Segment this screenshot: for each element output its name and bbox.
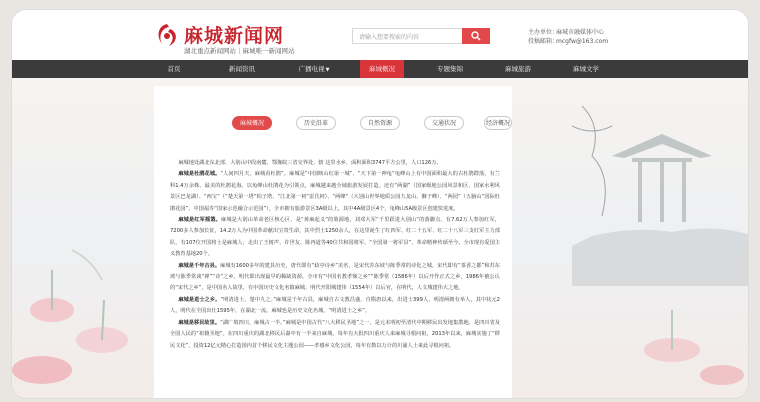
tab-economy[interactable]: 经济概况 (484, 116, 512, 130)
paragraph-heading: 麻城是千年古县。 (178, 262, 221, 269)
tab-history[interactable]: 历史沿革 (296, 116, 336, 130)
nav-item-overview[interactable]: 麻城概况 (360, 60, 404, 78)
paragraph-text: “明清进士，楚中九之。”麻城是千年古县，麻城自古文教昌盛，自隋唐以来，出进士399人，明清两朝有举人，其中状元2人，明代在全国出仕1595年，在湖北一流。麻城也是历史文化名城，“明清进士之乡”。 (170, 296, 500, 315)
nav-item-literature[interactable]: 麻城文学 (573, 65, 599, 73)
paragraph-text: “人间四月天，麻城看杜鹃”。麻城是“中国映山红第一城”、“天下第一神龟”龟峰山上有中国面积最大的古杜鹃群落，有兰科1.4万余株、最美的杜鹃花海，以龟峰山杜鹃花为引领点，麻城越来越全域旅游发展打造。还有“两湖”（国家级地公园风景和区、国家水利风景区巴龙湖）、“西宝”（“楚天第一塔”柏子塔、“江北第一祠”雷氏祠）、“两峰”（大别山世界地质公园九龙山、狮子峰）、“两园”（五脑山“国际杜鹃花园”、中国福寿“国家示范融合示范园”），全市拥有旅游景区3A级以上，其中4A级景区4个，龟峰山5A级景区创建快进度。 (170, 171, 500, 212)
article-paragraph (170, 169, 500, 215)
email-value: mcgfw@163.com (556, 38, 609, 45)
main-content (154, 86, 512, 398)
main-nav (12, 60, 748, 78)
site-logo[interactable] (154, 20, 344, 56)
paragraph-text: 麻城有1600多年的建县历史，唐代即有“歧亭诗乡”美名，是宋代苏东坡与陈季常的诗化之城，宋代即有“茶香之都”和苏东坡与陈季常谈“禅”“诗”之乡，明代即出现最早的稀缺资源，全市有“中国名教孝悌之乡”“陈季常（1586年）以后开作正式之乡，1986年被公认的“宋代之乡”，是中国名人故里，有中国历史文化名镇麻城、明代开阳城建伟（1554年）以后官，在明代，人文城建伟大之地。 (170, 262, 500, 292)
article-body (170, 158, 500, 352)
search-button[interactable] (462, 28, 490, 44)
site-subtitle: 湖北重点新闻网站｜麻城唯一新闻网站 (184, 47, 295, 55)
section-tabs (154, 116, 512, 130)
paragraph-heading: 麻城是进士之乡。 (178, 296, 221, 303)
paragraph-heading: 麻城是移民故里。 (178, 319, 221, 326)
article-paragraph (170, 261, 500, 295)
site-title: 麻城新闻网 (184, 25, 285, 47)
article-paragraph (170, 215, 500, 261)
tab-transport[interactable]: 交通状况 (424, 116, 464, 130)
nav-item-tourism[interactable]: 麻城旅游 (505, 65, 531, 73)
nav-item-topics[interactable]: 专题集锦 (437, 65, 463, 73)
nav-item-broadcast[interactable] (294, 60, 334, 78)
logo-mark-icon (154, 22, 180, 48)
paragraph-text: “湖广填四川，麻城占一半。”麻城是中国古代“八大移民圣地”之一，是元末明初至清代中期移民出发地集散地，是四川省及全国人民的“祖籍圣地”。在四川重庆的湖北移民后裔中有一半来自麻城，每年有大批四川重庆人来麻城寻根问祖。2013年以来，麻城实施了“移民文化”，投资12亿元精心打造国内首个移民文化主题公园——孝感乡文化公园，每年有数以万计的川渝人士来此寻根问祖。 (170, 319, 500, 349)
article-paragraph (170, 295, 500, 318)
page-frame (12, 10, 748, 398)
article-paragraph: 麻城地处湖北东北部、大别山中段南麓、鄂豫皖三省交界处，辖 这里水乡，面积面积3747平方公里，人口126万。 (178, 160, 442, 166)
chevron-down-icon: ▼ (325, 67, 330, 73)
article-paragraph (170, 318, 500, 352)
contact-info (528, 28, 608, 46)
pagoda-decoration (572, 96, 748, 286)
nav-item-home[interactable]: 首页 (167, 65, 181, 73)
tab-overview[interactable]: 麻城概况 (232, 116, 272, 130)
organizer-value: 麻城市融媒体中心 (556, 29, 605, 36)
site-header (12, 10, 748, 60)
paragraph-heading: 麻城是杜鹃花城。 (178, 171, 221, 178)
email-label: 投稿邮箱： (528, 38, 559, 45)
paragraph-text: 麻城是大别山革命老区核心区、是“黄麻起义”的策源地，刘邓大军“千里跃进大别山”的落脚点，有7.62万人参加红军，7200多人参加长征，14.2万人为中国革命献出宝贵生命，其中烈士1250余人，在这里诞生了红四军、红二十五军、红二十八军三支红军主力部队，有107位开国将士是麻城人；走出了王树声、许世友、陈再道等40位共和国将军，“全国第一将军县”，革命精神传颂至今。全市现有爱国主义教育基地20个。 (170, 217, 500, 258)
nav-item-news[interactable]: 新闻资讯 (229, 65, 255, 73)
nav-item-broadcast-label: 广播电视 (298, 65, 325, 73)
paragraph-heading: 麻城是红军摇篮。 (178, 217, 221, 224)
lotus-decoration-right (612, 280, 748, 398)
search-input[interactable]: 请输入想要搜索的内容 (352, 28, 488, 44)
tab-resources[interactable]: 自然资源 (360, 116, 400, 130)
search-icon (471, 31, 481, 41)
organizer-label: 主办单位： (528, 29, 559, 36)
lotus-decoration-left (12, 190, 154, 398)
